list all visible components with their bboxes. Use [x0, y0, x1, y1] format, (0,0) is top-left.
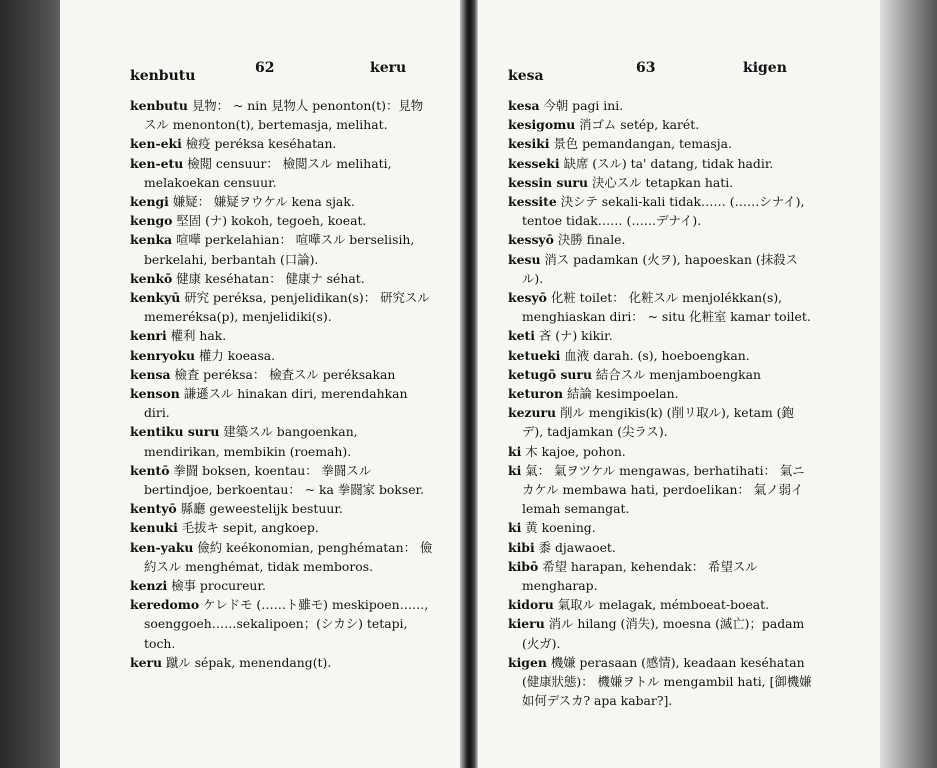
entry-definition: 研究 peréksa, penjelidikan(s)： 研究スル memeréksa(p), menjelidiki(s).	[144, 290, 430, 325]
entry-definition: 氣： 氣ヲツケル mengawas, berhatihati： 氣ニカケル membawa hati, perdoelikan： 氣ノ弱イ lemah semangat.	[522, 462, 805, 517]
entry-definition: 權力 koeasa.	[199, 347, 276, 363]
entry-headword: kenuki	[130, 520, 178, 536]
entry-definition: 景色 pemandangan, temasja.	[553, 136, 732, 152]
entry-definition: 結合スル menjamboengkan	[595, 366, 761, 382]
dictionary-entry	[130, 595, 434, 653]
entry-headword: kenbutu	[130, 98, 188, 113]
entry-definition: 希望 harapan, kehendak： 希望スル mengharap.	[522, 558, 758, 594]
entry-definition: 消ル hilang (消失), moesna (滅亡)；padam (火ガ).	[522, 616, 805, 651]
dictionary-entry	[508, 595, 812, 614]
entry-definition: 嫌疑： 嫌疑ヲウケル kena sjak.	[172, 194, 355, 210]
entry-headword: kenzi	[130, 578, 168, 594]
entry-headword: ki	[508, 443, 522, 459]
entry-definition: 缺席 (スル) ta' datang, tidak hadir.	[563, 155, 774, 171]
entry-definition: 縣廳 geweestelijk bestuur.	[180, 501, 343, 517]
dictionary-entry	[508, 192, 812, 230]
entry-headword: kigen	[508, 654, 547, 670]
entry-headword: kessin suru	[508, 174, 588, 190]
right-page-number: 63	[636, 60, 656, 76]
entry-headword: kenson	[130, 386, 180, 402]
dictionary-entry	[508, 115, 812, 134]
dictionary-entry	[508, 346, 812, 365]
entry-headword: ki	[508, 520, 522, 536]
entry-headword: kidoru	[508, 597, 554, 613]
right-guide-word-end: kigen	[743, 60, 787, 76]
dictionary-entry	[130, 499, 434, 518]
entry-definition: 堅固 (ナ) kokoh, tegoeh, koeat.	[176, 213, 367, 229]
right-guide-word-start: kesa	[508, 68, 544, 84]
entry-definition: 建築スル bangoenkan, mendirikan, membikin (roemah).	[144, 424, 358, 459]
dictionary-entry	[508, 173, 812, 192]
entry-definition: 今朝 pagi ini.	[543, 98, 624, 113]
dictionary-entry	[508, 154, 812, 173]
entry-definition: 黍 djawaoet.	[538, 539, 616, 555]
entry-headword: ken-eki	[130, 136, 182, 152]
dictionary-entry	[130, 576, 434, 595]
entry-definition: 消ゴム setép, karét.	[579, 117, 700, 133]
entry-definition: 吝 (ナ) kikir.	[538, 328, 613, 344]
entry-headword: kesa	[508, 98, 540, 113]
dictionary-entry	[130, 653, 434, 672]
entry-headword: keru	[130, 654, 163, 670]
entry-headword: ki	[508, 462, 522, 478]
entry-headword: kessyō	[508, 232, 554, 248]
dictionary-entry	[130, 384, 434, 422]
dictionary-entry	[508, 326, 812, 345]
dictionary-entry	[508, 461, 812, 519]
dictionary-entry	[508, 557, 812, 595]
dictionary-entry	[508, 288, 812, 326]
entry-headword: kesiki	[508, 136, 550, 152]
entry-headword: kibō	[508, 558, 539, 574]
dictionary-entry	[508, 250, 812, 288]
entry-definition: 氣取ル melagak, mémboeat-boeat.	[557, 597, 770, 613]
entry-definition: 儉約 keékonomian, penghématan： 儉約スル menghémat, tidak memboros.	[144, 539, 433, 574]
entry-headword: kesigomu	[508, 117, 576, 133]
entry-definition: 拳闘 boksen, koentau： 拳闘スル bertindjoe, berkoentau： ~ ka 拳闘家 bokser.	[144, 462, 425, 498]
entry-definition: 檢査 peréksa： 檢査スル peréksakan	[174, 366, 396, 382]
entry-headword: ketugō suru	[508, 366, 592, 382]
dictionary-entry	[508, 614, 812, 652]
entry-headword: keredomo	[130, 597, 200, 613]
entry-definition: 見物： ~ nin 見物人 penonton(t)：見物スル menonton(t), bertemasja, melihat.	[144, 98, 424, 133]
entry-headword: kensa	[130, 366, 171, 382]
entry-definition: 決勝 finale.	[557, 232, 626, 248]
entry-definition: 檢疫 peréksa keséhatan.	[185, 136, 337, 152]
left-entry-list	[130, 96, 460, 672]
left-page-number: 62	[255, 60, 275, 76]
entry-definition: 喧嘩 perkelahian： 喧嘩スル berselisih, berkelahi, berbantah (口論).	[144, 232, 415, 267]
scan-edge-right	[880, 0, 937, 768]
dictionary-entry	[508, 384, 812, 403]
entry-definition: 黄 koening.	[525, 520, 596, 536]
entry-headword: kessite	[508, 194, 557, 210]
entry-headword: ketueki	[508, 347, 561, 363]
entry-definition: 機嫌 perasaan (感情), keadaan keséhatan (健康狀態)： 機嫌ヲトル mengambil hati, [御機嫌如何デスカ? apa kabar?].	[522, 654, 812, 709]
entry-headword: kesyō	[508, 290, 547, 306]
entry-headword: ken-yaku	[130, 539, 194, 555]
entry-definition: 檢閲 censuur： 檢閲スル melihati, melakoekan censuur.	[144, 155, 392, 190]
book-spine	[460, 0, 478, 768]
left-page-header	[130, 58, 460, 86]
entry-definition: 謙遜スル hinakan diri, merendahkan diri.	[144, 386, 408, 421]
dictionary-entry	[130, 96, 434, 134]
right-page-header	[508, 58, 898, 86]
entry-headword: kibi	[508, 539, 535, 555]
dictionary-entry	[130, 422, 434, 460]
entry-definition: 化粧 toilet： 化粧スル menjolékkan(s), menghiaskan diri： ~ situ 化粧室 kamar toilet.	[522, 290, 811, 325]
dictionary-entry	[130, 154, 434, 192]
entry-definition: 毛拔キ sepit, angkoep.	[181, 520, 319, 536]
entry-headword: ken-etu	[130, 155, 184, 171]
entry-headword: kenryoku	[130, 347, 196, 363]
entry-definition: 消ス padamkan (火ヲ), hapoeskan (抹殺スル).	[522, 251, 798, 286]
entry-definition: 健康 keséhatan： 健康ナ séhat.	[176, 270, 365, 286]
entry-headword: kenkō	[130, 270, 173, 286]
dictionary-entry	[130, 326, 434, 345]
left-guide-word-start: kenbutu	[130, 68, 196, 84]
dictionary-entry	[508, 403, 812, 441]
entry-headword: kenri	[130, 328, 167, 344]
right-entry-list	[508, 96, 898, 711]
dictionary-entry	[130, 211, 434, 230]
entry-definition: 結論 kesimpoelan.	[566, 386, 679, 402]
entry-definition: 蹴ル sépak, menendang(t).	[165, 654, 332, 670]
dictionary-entry	[130, 518, 434, 537]
dictionary-entry	[508, 134, 812, 153]
dictionary-entry	[508, 96, 812, 115]
entry-definition: 削ル mengikis(k) (削リ取ル), ketam (鉋デ), tadjamkan (尖ラス).	[522, 405, 794, 440]
dictionary-entry	[508, 538, 812, 557]
entry-headword: kenkyū	[130, 290, 181, 306]
dictionary-entry	[130, 269, 434, 288]
entry-headword: kesu	[508, 251, 541, 267]
entry-definition: 決心スル tetapkan hati.	[591, 174, 734, 190]
entry-headword: kezuru	[508, 405, 557, 421]
entry-definition: 血液 darah. (s), hoeboengkan.	[564, 347, 750, 363]
entry-headword: kengo	[130, 213, 173, 229]
dictionary-entry	[130, 230, 434, 268]
dictionary-entry	[508, 365, 812, 384]
dictionary-entry	[130, 461, 434, 499]
dictionary-entry	[508, 442, 812, 461]
dictionary-entry	[130, 365, 434, 384]
entry-headword: kentō	[130, 462, 170, 478]
dictionary-entry	[508, 518, 812, 537]
entry-headword: kieru	[508, 616, 545, 632]
entry-headword: keti	[508, 328, 535, 344]
entry-headword: kesseki	[508, 155, 560, 171]
left-page	[60, 0, 460, 768]
entry-headword: kengi	[130, 194, 169, 210]
dictionary-entry	[130, 346, 434, 365]
dictionary-entry	[508, 230, 812, 249]
dictionary-entry	[130, 288, 434, 326]
entry-definition: 檢事 procureur.	[171, 578, 266, 594]
entry-headword: kentiku suru	[130, 424, 220, 440]
dictionary-entry	[508, 653, 812, 711]
entry-headword: kentyō	[130, 501, 177, 517]
entry-definition: 木 kajoe, pohon.	[525, 443, 626, 459]
dictionary-entry	[130, 134, 434, 153]
entry-headword: keturon	[508, 386, 564, 402]
dictionary-entry	[130, 192, 434, 211]
entry-headword: kenka	[130, 232, 173, 248]
entry-definition: 權利 hak.	[170, 328, 227, 344]
dictionary-entry	[130, 538, 434, 576]
left-guide-word-end: keru	[370, 60, 407, 76]
entry-definition: 決シテ sekali-kali tidak…… (……シナイ), tentoe tidak…… (……デナイ).	[522, 194, 805, 229]
right-page	[478, 0, 898, 768]
entry-definition: ケレドモ (……ト雖モ) meskipoen……, soenggoeh……sekalipoen；(シカシ) tetapi, toch.	[144, 597, 429, 651]
